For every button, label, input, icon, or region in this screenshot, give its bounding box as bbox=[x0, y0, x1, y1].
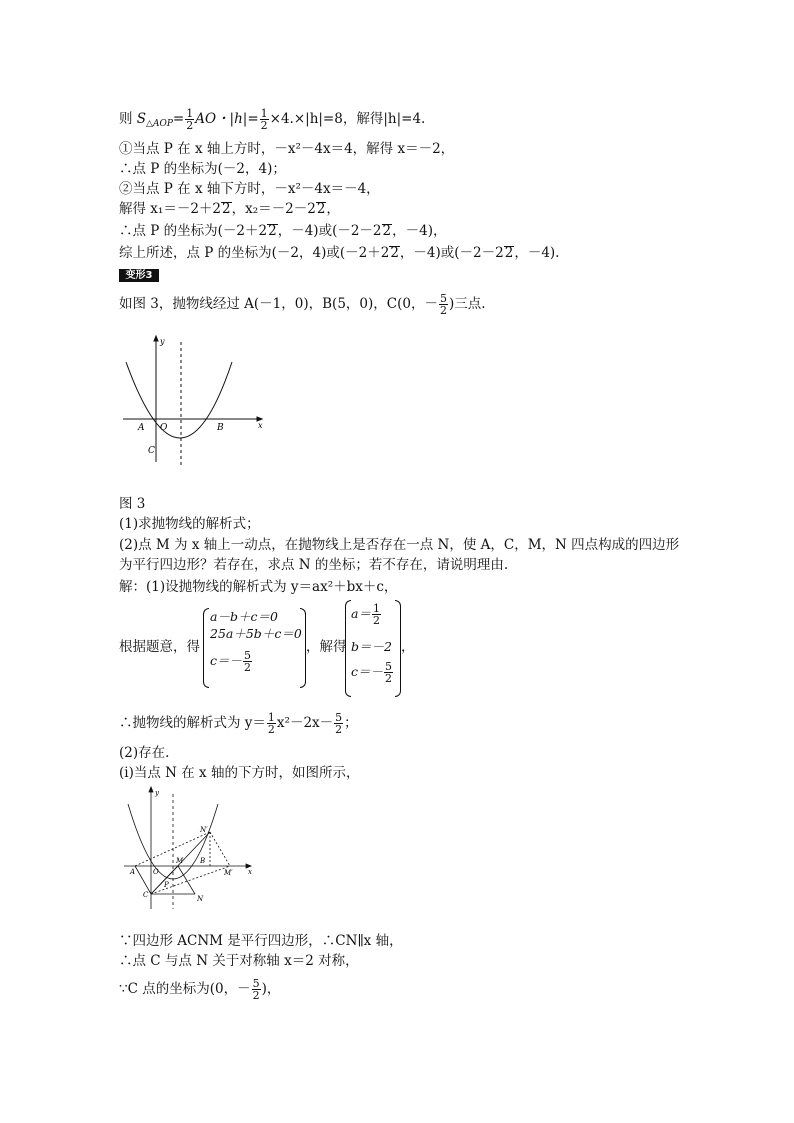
figure-caption: 图 3 bbox=[119, 496, 146, 512]
line-p2: ∴点 P 的坐标为(－2＋22，－4)或(－2－22，－4)， bbox=[119, 223, 447, 239]
label-Np: N′ bbox=[200, 826, 208, 834]
solution-3: ∴抛物线的解析式为 y＝ $\frac{1}{2}$ x²－2x－ $\frac{5}{2}$ ； bbox=[119, 711, 358, 736]
line-p1: ∴点 P 的坐标为(－2，4)； bbox=[119, 161, 286, 177]
sys2-c: c＝－ $\frac{5}{2}$ bbox=[351, 660, 393, 685]
fraction: $\frac{1}{2}$ bbox=[186, 107, 194, 132]
figure-3 bbox=[118, 332, 268, 472]
label-C: C bbox=[143, 891, 149, 899]
y-arrow bbox=[154, 336, 158, 341]
label-M: M bbox=[176, 857, 184, 865]
label-C: C bbox=[148, 446, 155, 456]
segment-CMp bbox=[151, 866, 230, 894]
solution-8: ∵C 点的坐标为(0，－ $\frac{5}{2}$ )， bbox=[119, 977, 281, 1002]
y-arrow bbox=[149, 787, 153, 792]
fraction: $\frac{5}{2}$ bbox=[244, 649, 252, 674]
line-case2: ②当点 P 在 x 轴下方时，－x²－4x＝－4， bbox=[119, 181, 380, 197]
segment-NM bbox=[178, 866, 195, 894]
question-1: (1)求抛物线的解析式； bbox=[119, 516, 260, 532]
fraction: $\frac{5}{2}$ bbox=[385, 660, 393, 685]
sys1-eq1: a－b＋c＝0 bbox=[210, 609, 278, 624]
solution-5: (i)当点 N 在 x 轴的下方时，如图所示， bbox=[119, 765, 360, 781]
label-y: y bbox=[155, 789, 159, 797]
label-N: N bbox=[197, 895, 204, 903]
solution-7: ∴点 C 与点 N 关于对称轴 x＝2 对称， bbox=[119, 953, 359, 969]
label-B: B bbox=[200, 857, 206, 865]
sys2-a: a＝ $\frac{1}{2}$ bbox=[351, 602, 380, 627]
label-Mp: M′ bbox=[224, 869, 233, 877]
label-A: A bbox=[130, 868, 136, 876]
label-y: y bbox=[160, 337, 165, 346]
question-2b: 为平行四边形？若存在，求点 N 的坐标；若不存在，请说明理由. bbox=[119, 557, 509, 573]
label-x: x bbox=[248, 868, 252, 876]
segment-AC bbox=[135, 866, 151, 894]
fraction: $\frac{5}{2}$ bbox=[439, 292, 447, 317]
label-O: O bbox=[160, 423, 168, 433]
line-case1: ①当点 P 在 x 轴上方时，－x²－4x＝4，解得 x＝－2， bbox=[119, 141, 455, 157]
question-2a: (2)点 M 为 x 轴上一动点，在抛物线上是否存在一点 N，使 A，C，M，N 四点构成的四边形 bbox=[119, 537, 680, 553]
fraction: $\frac{5}{2}$ bbox=[252, 977, 260, 1002]
solution-2-end: ， bbox=[401, 639, 415, 655]
label-B: B bbox=[217, 423, 224, 433]
variant-tag: 变形3 bbox=[119, 269, 159, 282]
solution-6: ∵四边形 ACNM 是平行四边形，∴CN∥x 轴， bbox=[119, 933, 403, 949]
label-P: P bbox=[164, 881, 169, 889]
fraction: $\frac{5}{2}$ bbox=[335, 711, 343, 736]
fraction: $\frac{1}{2}$ bbox=[260, 107, 268, 132]
line-summary: 综上所述，点 P 的坐标为(－2，4)或(－2＋22，－4)或(－2－22，－4). bbox=[119, 245, 560, 261]
sys1-eq3: c＝－ $\frac{5}{2}$ bbox=[210, 649, 252, 674]
solution-4: (2)存在. bbox=[119, 745, 170, 761]
segment-NpMp bbox=[210, 832, 230, 866]
fraction: $\frac{1}{2}$ bbox=[267, 711, 275, 736]
label-A: A bbox=[138, 423, 145, 433]
fraction: $\frac{1}{2}$ bbox=[372, 602, 380, 627]
line-area: 则 $S_{\triangle AOP}=$ $\frac{1}{2}$ AO・|h|= $\frac{1}{2}$ ×4.×|h|=8，解得|h|=4. bbox=[119, 107, 426, 132]
sys2-b: b＝－2 bbox=[351, 639, 392, 654]
label-x: x bbox=[258, 421, 263, 430]
line-roots: 解得 x₁＝－2＋22，x₂＝－2－22， bbox=[119, 201, 340, 217]
label-O: O bbox=[153, 868, 159, 876]
solution-2-label: 根据题意，得 bbox=[119, 639, 200, 655]
brace-left-1 bbox=[203, 608, 209, 688]
figure-parallelogram bbox=[118, 784, 258, 914]
segment-ANp bbox=[135, 832, 210, 866]
solution-1: 解：(1)设抛物线的解析式为 y＝ax²＋bx＋c， bbox=[119, 579, 398, 595]
sys1-eq2: 25a＋5b＋c＝0 bbox=[210, 626, 302, 641]
problem-intro: 如图 3，抛物线经过 A(－1，0)，B(5，0)，C(0，－ $\frac{5}{2}$ )三点. bbox=[119, 292, 486, 317]
solution-2-solve: ，解得 bbox=[306, 639, 347, 655]
